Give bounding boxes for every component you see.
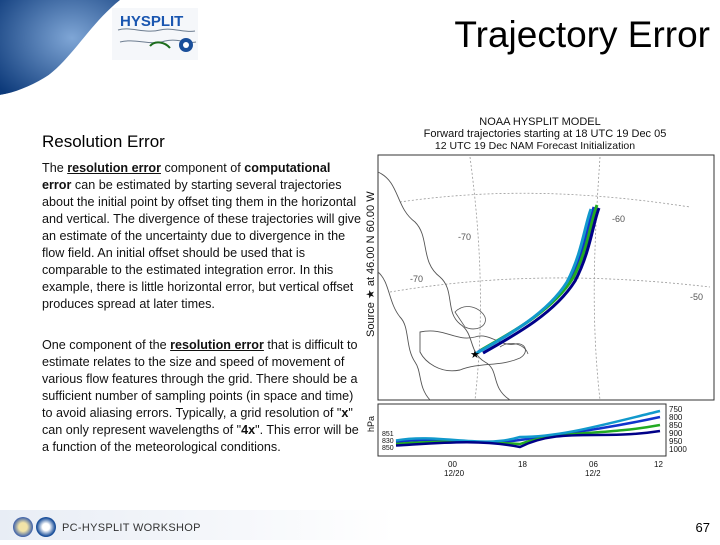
svg-text:-70: -70 bbox=[410, 274, 424, 284]
time-tick-date: 12/2 bbox=[585, 469, 601, 478]
paragraph-2: One component of the resolution error that is difficult to estimate relates to the size and speed of movement of various flow features through the grid. There should be a sufficient number of sampling points (in space and time) to avoid aliasing errors. Typically, a grid resolution of "x" can only represent wavelengths of "4x". This error will be a function of the meteorological conditions. bbox=[42, 338, 359, 454]
page-number: 67 bbox=[695, 520, 710, 535]
noaa-swirl-logo-icon bbox=[0, 0, 215, 95]
source-star-icon: ★ bbox=[470, 349, 480, 361]
height-profile-panel bbox=[366, 404, 687, 478]
height-axis-label: hPa bbox=[366, 415, 376, 432]
time-tick: 12 bbox=[654, 460, 663, 469]
chart-title-line-2: Forward trajectories starting at 18 UTC 19 Dec 05 bbox=[423, 128, 667, 140]
chart-title-line-1: NOAA HYSPLIT MODEL bbox=[479, 116, 601, 128]
time-tick-date: 12/20 bbox=[444, 469, 465, 478]
hysplit-logo bbox=[0, 0, 215, 95]
noaa-footer-seal-icon bbox=[36, 517, 56, 537]
source-label: Source ★ at 46.00 N 60.00 W bbox=[365, 191, 377, 337]
section-heading: Resolution Error bbox=[42, 132, 165, 151]
resolution-error-term-2: resolution error bbox=[170, 338, 264, 352]
footer-label: PC-HYSPLIT WORKSHOP bbox=[62, 522, 201, 534]
slide-title: Trajectory Error bbox=[454, 14, 710, 55]
time-tick: 00 bbox=[448, 460, 457, 469]
start-level: 830 bbox=[382, 438, 394, 445]
pressure-tick: 750 bbox=[669, 405, 683, 414]
computational-error-term: computational error bbox=[42, 161, 331, 192]
paragraph-1: The resolution error component of computational error can be estimated by starting several trajectories about the initial point by offset ting them in the horizontal and vertical. The divergence of these trajectories will give an estimate of the uncertainty due to divergence in the flow field. An initial offset should be used that is comparable to the estimated integration error. In this example, there is little horizontal error, but vertical offset produces spread at later times. bbox=[42, 161, 361, 311]
svg-text:-70: -70 bbox=[458, 232, 472, 242]
start-level: 851 bbox=[382, 431, 394, 438]
svg-text:-60: -60 bbox=[612, 214, 626, 224]
pressure-tick: 900 bbox=[669, 429, 683, 438]
pressure-tick: 850 bbox=[669, 421, 683, 430]
chart-title-line-3: 12 UTC 19 Dec NAM Forecast Initialization bbox=[434, 140, 636, 152]
pressure-tick: 950 bbox=[669, 437, 683, 446]
pressure-tick: 1000 bbox=[669, 445, 687, 454]
map-panel bbox=[378, 155, 714, 400]
resolution-error-term: resolution error bbox=[67, 161, 161, 175]
time-tick: 06 bbox=[589, 460, 598, 469]
doc-seal-icon bbox=[13, 517, 33, 537]
trajectory-chart bbox=[360, 112, 720, 492]
pressure-tick: 800 bbox=[669, 413, 683, 422]
start-level: 850 bbox=[382, 445, 394, 452]
time-tick: 18 bbox=[518, 460, 527, 469]
svg-text:-50: -50 bbox=[690, 292, 704, 302]
logo-text: HYSPLIT bbox=[120, 13, 184, 30]
